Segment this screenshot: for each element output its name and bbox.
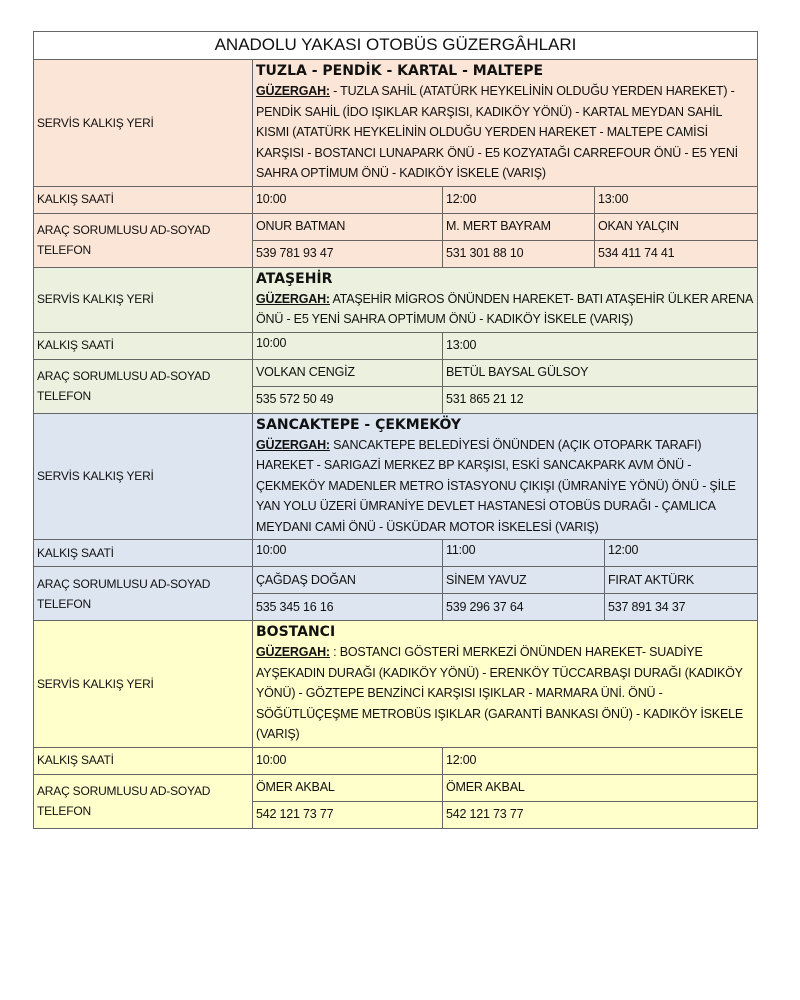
route-description [253, 621, 758, 748]
route-description [253, 413, 758, 540]
route-name: SANCAKTEPE - ÇEKMEKÖY [256, 416, 462, 433]
route-row [34, 60, 758, 187]
staff-row [34, 213, 758, 240]
responsible-label: ARAÇ SORUMLUSU AD-SOYAD [37, 784, 211, 798]
responsible-label: ARAÇ SORUMLUSU AD-SOYAD [37, 369, 211, 383]
staff-phone[interactable]: 535 572 50 49 [253, 386, 443, 413]
departure-time: 10:00 [253, 186, 443, 213]
responsible-phone-label [34, 213, 253, 267]
staff-phone[interactable]: 542 121 73 77 [253, 801, 443, 828]
staff-phone[interactable]: 539 296 37 64 [443, 594, 605, 621]
departure-time-row [34, 540, 758, 567]
departure-time-row [34, 186, 758, 213]
phone-label: TELEFON [37, 596, 91, 611]
departure-time-label: KALKIŞ SAATİ [34, 747, 253, 774]
staff-name: OKAN YALÇIN [595, 213, 758, 240]
route-prefix: GÜZERGAH: [256, 84, 330, 98]
staff-name: FIRAT AKTÜRK [605, 567, 758, 594]
staff-name: ONUR BATMAN [253, 213, 443, 240]
route-prefix: GÜZERGAH: [256, 437, 330, 452]
departure-time: 10:00 [253, 540, 443, 567]
staff-row [34, 359, 758, 386]
departure-time: 10:00 [253, 747, 443, 774]
staff-name: BETÜL BAYSAL GÜLSOY [443, 359, 758, 386]
staff-name: SİNEM YAVUZ [443, 567, 605, 594]
departure-place-label: SERVİS KALKIŞ YERİ [34, 413, 253, 540]
route-name: TUZLA - PENDİK - KARTAL - MALTEPE [256, 63, 544, 79]
staff-name: ÇAĞDAŞ DOĞAN [253, 567, 443, 594]
departure-time: 12:00 [443, 186, 595, 213]
departure-time-row [34, 747, 758, 774]
departure-time-label: KALKIŞ SAATİ [34, 186, 253, 213]
route-prefix: GÜZERGAH: [256, 645, 330, 659]
staff-name: M. MERT BAYRAM [443, 213, 595, 240]
route-stops [256, 81, 754, 184]
route-stops [256, 435, 754, 538]
staff-row [34, 774, 758, 801]
route-block-tuzla [33, 59, 758, 268]
departure-place-label: SERVİS KALKIŞ YERİ [34, 60, 253, 187]
staff-phone[interactable]: 534 411 74 41 [595, 240, 758, 267]
staff-phone[interactable]: 531 301 88 10 [443, 240, 595, 267]
phone-label: TELEFON [37, 243, 91, 257]
route-row [34, 267, 758, 332]
staff-phone[interactable]: 542 121 73 77 [443, 801, 758, 828]
route-stops-text: SANCAKTEPE BELEDİYESİ ÖNÜNDEN (AÇIK OTOPARK TARAFI) HAREKET - SARIGAZİ MERKEZ BP KARŞISI, ESKİ SANCAKPARK AVM ÖNÜ - ÇEKMEKÖY MADENLER METRO İSTASYONU ÇIKIŞI (ÜMRANİYE YÖNÜ) ÖNÜ - ŞİLE YAN YOLU ÜZERİ ÜMRANİYE DEVLET HASTANESİ OTOBÜS DURAĞI - ÇAMLICA MEYDANI CAMİ ÖNÜ - ÜSKÜDAR MOTOR İSKELESİ (VARIŞ) [256, 437, 736, 534]
route-row [34, 621, 758, 748]
route-row [34, 413, 758, 540]
route-stops-text: : BOSTANCI GÖSTERİ MERKEZİ ÖNÜNDEN HAREKET- SUADİYE AYŞEKADIN DURAĞI (KADIKÖY YÖNÜ) - ERENKÖY TÜCCARBAŞI DURAĞI (KADIKÖY YÖNÜ) - GÖZTEPE BENZİNCİ KARŞISI IŞIKLAR - MARMARA ÜNİ. ÖNÜ - SÖĞÜTLÜÇEŞME METROBÜS IŞIKLAR (GARANTİ BANKASI ÖNÜ) - KADIKÖY İSKELE (VARIŞ) [256, 645, 743, 741]
page-title: ANADOLU YAKASI OTOBÜS GÜZERGÂHLARI [34, 32, 758, 60]
staff-name: ÖMER AKBAL [443, 774, 758, 801]
route-block-sancaktepe [33, 413, 758, 622]
responsible-phone-label [34, 359, 253, 413]
departure-time: 12:00 [605, 540, 758, 567]
departure-time: 10:00 [253, 332, 443, 359]
route-prefix: GÜZERGAH: [256, 291, 330, 306]
departure-time-label: KALKIŞ SAATİ [34, 540, 253, 567]
responsible-phone-label [34, 567, 253, 621]
route-stops [256, 642, 754, 745]
staff-name: VOLKAN CENGİZ [253, 359, 443, 386]
phone-label: TELEFON [37, 804, 91, 818]
departure-time: 13:00 [595, 186, 758, 213]
departure-time: 12:00 [443, 747, 758, 774]
title-table [33, 31, 758, 60]
departure-time-row [34, 332, 758, 359]
phone-label: TELEFON [37, 389, 91, 403]
departure-place-label: SERVİS KALKIŞ YERİ [34, 621, 253, 748]
route-stops [256, 289, 754, 330]
staff-phone[interactable]: 535 345 16 16 [253, 594, 443, 621]
route-description [253, 60, 758, 187]
route-description [253, 267, 758, 332]
route-name: ATAŞEHİR [256, 270, 333, 287]
route-block-atasehir [33, 267, 758, 414]
responsible-phone-label [34, 774, 253, 828]
staff-phone[interactable]: 537 891 34 37 [605, 594, 758, 621]
staff-name: ÖMER AKBAL [253, 774, 443, 801]
departure-place-label: SERVİS KALKIŞ YERİ [34, 267, 253, 332]
route-stops-text: ATAŞEHİR MİGROS ÖNÜNDEN HAREKET- BATI ATAŞEHİR ÜLKER ARENA ÖNÜ - E5 YENİ SAHRA OPTİMUM ÖNÜ - KADIKÖY İSKELE (VARIŞ) [256, 291, 753, 326]
bus-routes-document [33, 31, 757, 829]
route-name: BOSTANCI [256, 624, 336, 640]
departure-time: 13:00 [443, 332, 758, 359]
departure-time-label: KALKIŞ SAATİ [34, 332, 253, 359]
departure-time: 11:00 [443, 540, 605, 567]
route-stops-text: - TUZLA SAHİL (ATATÜRK HEYKELİNİN OLDUĞU YERDEN HAREKET) - PENDİK SAHİL (İDO IŞIKLAR KARŞISI, KADIKÖY YÖNÜ) - KARTAL MEYDAN SAHİL KISMI (ATATÜRK HEYKELİNİN OLDUĞU YERDEN HAREKET - MALTEPE CAMİSİ KARŞISI - BOSTANCI LUNAPARK ÖNÜ - E5 KOZYATAĞI CARREFOUR ÖNÜ - E5 YENİ SAHRA OPTİMUM ÖNÜ - KADIKÖY İSKELE (VARIŞ) [256, 84, 738, 180]
responsible-label: ARAÇ SORUMLUSU AD-SOYAD [37, 576, 211, 591]
route-block-bostanci [33, 620, 758, 829]
staff-phone[interactable]: 531 865 21 12 [443, 386, 758, 413]
staff-row [34, 567, 758, 594]
staff-phone[interactable]: 539 781 93 47 [253, 240, 443, 267]
responsible-label: ARAÇ SORUMLUSU AD-SOYAD [37, 223, 211, 237]
